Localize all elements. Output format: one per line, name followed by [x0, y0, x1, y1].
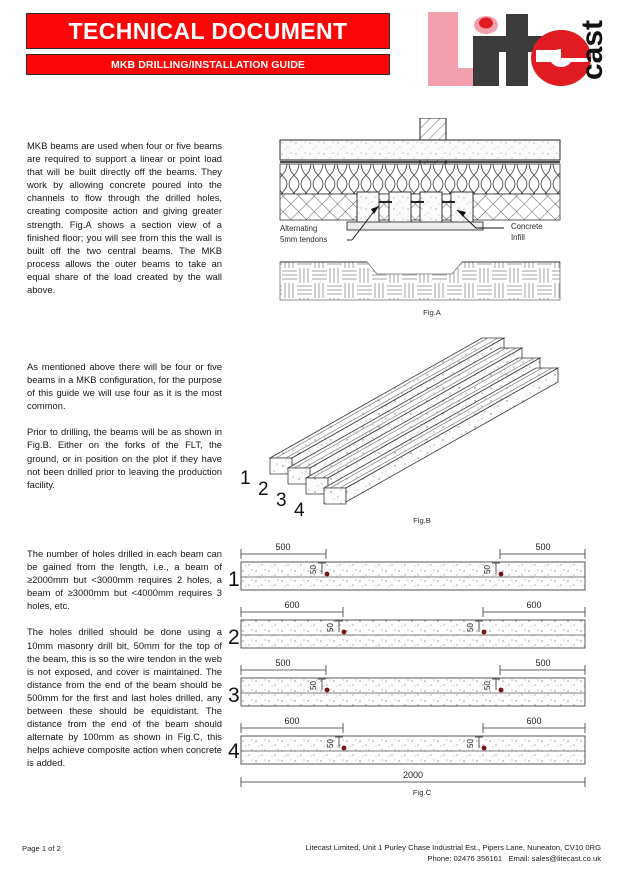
paragraph: MKB beams are used when four or five beams are required to support a linear or point load that will be built directly off the beams. They work by allowing concrete poured into the channels to flow through the drilled holes, creating composite action and giving greater strength. Fig.A shows a section view of a finished floor; you will see from this the wall is built off the two central beams. The MKB process allows the outer beams to take an equal share of the load created by the wall above.: [27, 140, 222, 296]
fig-c-vdim-1-right: 50: [483, 565, 492, 574]
litecast-logo: [424, 6, 614, 90]
configuration-text-block: [27, 360, 222, 491]
paragraph: As mentioned above there will be four or five beams in a MKB configuration, for the purpose of this guide we will use four as it is the most common.: [27, 361, 222, 412]
fig-b-beam-number-4: 4: [294, 500, 305, 516]
company-address: Litecast Limited, Unit 1 Purley Chase Industrial Est., Pipers Lane, Nuneaton, CV10 0RG: [305, 843, 601, 852]
fig-c-dim-1-right: 500: [535, 542, 551, 552]
fig-b-beam-number-1: 1: [240, 468, 251, 489]
fig-c-vdim-4-right: 50: [466, 739, 475, 748]
fig-c-vdim-2-left: 50: [326, 623, 335, 632]
intro-text-block: [27, 139, 222, 296]
paragraph: The number of holes drilled in each beam can be gained from the length, i.e., a beam of ≥2000mm but <3000mm requires 2 holes, a beam of ≥3000mm but <4000mm requires 3 holes, etc.: [27, 548, 222, 612]
fig-c-dim-3-right: 500: [535, 658, 551, 668]
drilling-text-block: [27, 547, 222, 770]
paragraph: The holes drilled should be done using a 10mm masonry drill bit, 50mm for the top of the beam, this is so the wire tendon in the web is not exposed, and cover is maintained. The distance from the end of the beam should be 500mm for the first and last holes drilled, any between these should be equidistant. The distance from the end of the beam should alternate by 100mm as shown in Fig.C, this helps achieve composite action when concrete is added.: [27, 626, 222, 769]
fig-c-vdim-4-left: 50: [326, 739, 335, 748]
logo-word-cast: [576, 20, 609, 80]
paragraph: Prior to drilling, the beams will be as shown in Fig.B. Either on the forks of the FLT, the ground, or in position on the plot if they have not been drilled prior to leaving the production facility.: [27, 426, 222, 490]
fig-c-beam-number-2: 2: [228, 626, 240, 649]
company-phone-email: Phone: 02476 356161 Email: sales@litecast.co.uk: [427, 854, 601, 863]
fig-c-dim-overall: 2000: [402, 770, 424, 780]
fig-c-beam-row-4: [228, 716, 585, 764]
title-banner-group: [26, 13, 390, 75]
figure-b-drawing: [232, 332, 612, 516]
fig-c-beam-number-1: 1: [228, 568, 240, 591]
document-subtitle-banner: MKB DRILLING/INSTALLATION GUIDE: [26, 54, 390, 75]
fig-a-label-tendons: Alternating 5mm tendons: [280, 224, 328, 244]
fig-c-vdim-3-left: 50: [309, 681, 318, 690]
fig-b-caption: Fig.B: [413, 516, 431, 525]
fig-c-beam-number-4: 4: [228, 740, 240, 763]
figure-b-isometric-beams: [232, 332, 612, 532]
fig-c-beam-number-3: 3: [228, 684, 240, 707]
figure-a-section-view: [252, 118, 612, 323]
figure-c-drilling-layout: [228, 538, 616, 803]
fig-a-label-infill: Concrete Infill: [511, 222, 543, 242]
svg-text:cast: cast: [576, 19, 609, 80]
fig-b-beam-number-2: 2: [258, 479, 269, 500]
fig-a-caption: Fig.A: [423, 308, 441, 317]
page-number: Page 1 of 2: [22, 844, 61, 853]
figure-c-drawing: [228, 538, 616, 788]
fig-c-beam-row-3: [228, 658, 585, 707]
fig-c-overall-dimension: [241, 770, 585, 787]
fig-c-dim-4-right: 600: [526, 716, 542, 726]
fig-c-dim-2-left: 600: [284, 600, 300, 610]
fig-c-caption: Fig.C: [412, 788, 432, 797]
fig-c-beam-row-2: [228, 600, 585, 649]
fig-c-dim-1-left: 500: [275, 542, 291, 552]
fig-c-vdim-1-left: 50: [309, 565, 318, 574]
fig-c-vdim-3-right: 50: [483, 681, 492, 690]
figure-a-drawing: [252, 118, 612, 308]
fig-c-vdim-2-right: 50: [466, 623, 475, 632]
fig-c-dim-2-right: 600: [526, 600, 542, 610]
company-contact-details: [306, 842, 601, 864]
fig-c-beam-row-1: [228, 542, 585, 591]
fig-c-dim-4-left: 600: [284, 716, 300, 726]
fig-c-dim-3-left: 500: [275, 658, 291, 668]
fig-b-beam-number-3: 3: [276, 490, 287, 511]
document-title-banner: TECHNICAL DOCUMENT: [26, 13, 390, 49]
document-header: [0, 0, 623, 100]
document-footer: [0, 836, 623, 883]
